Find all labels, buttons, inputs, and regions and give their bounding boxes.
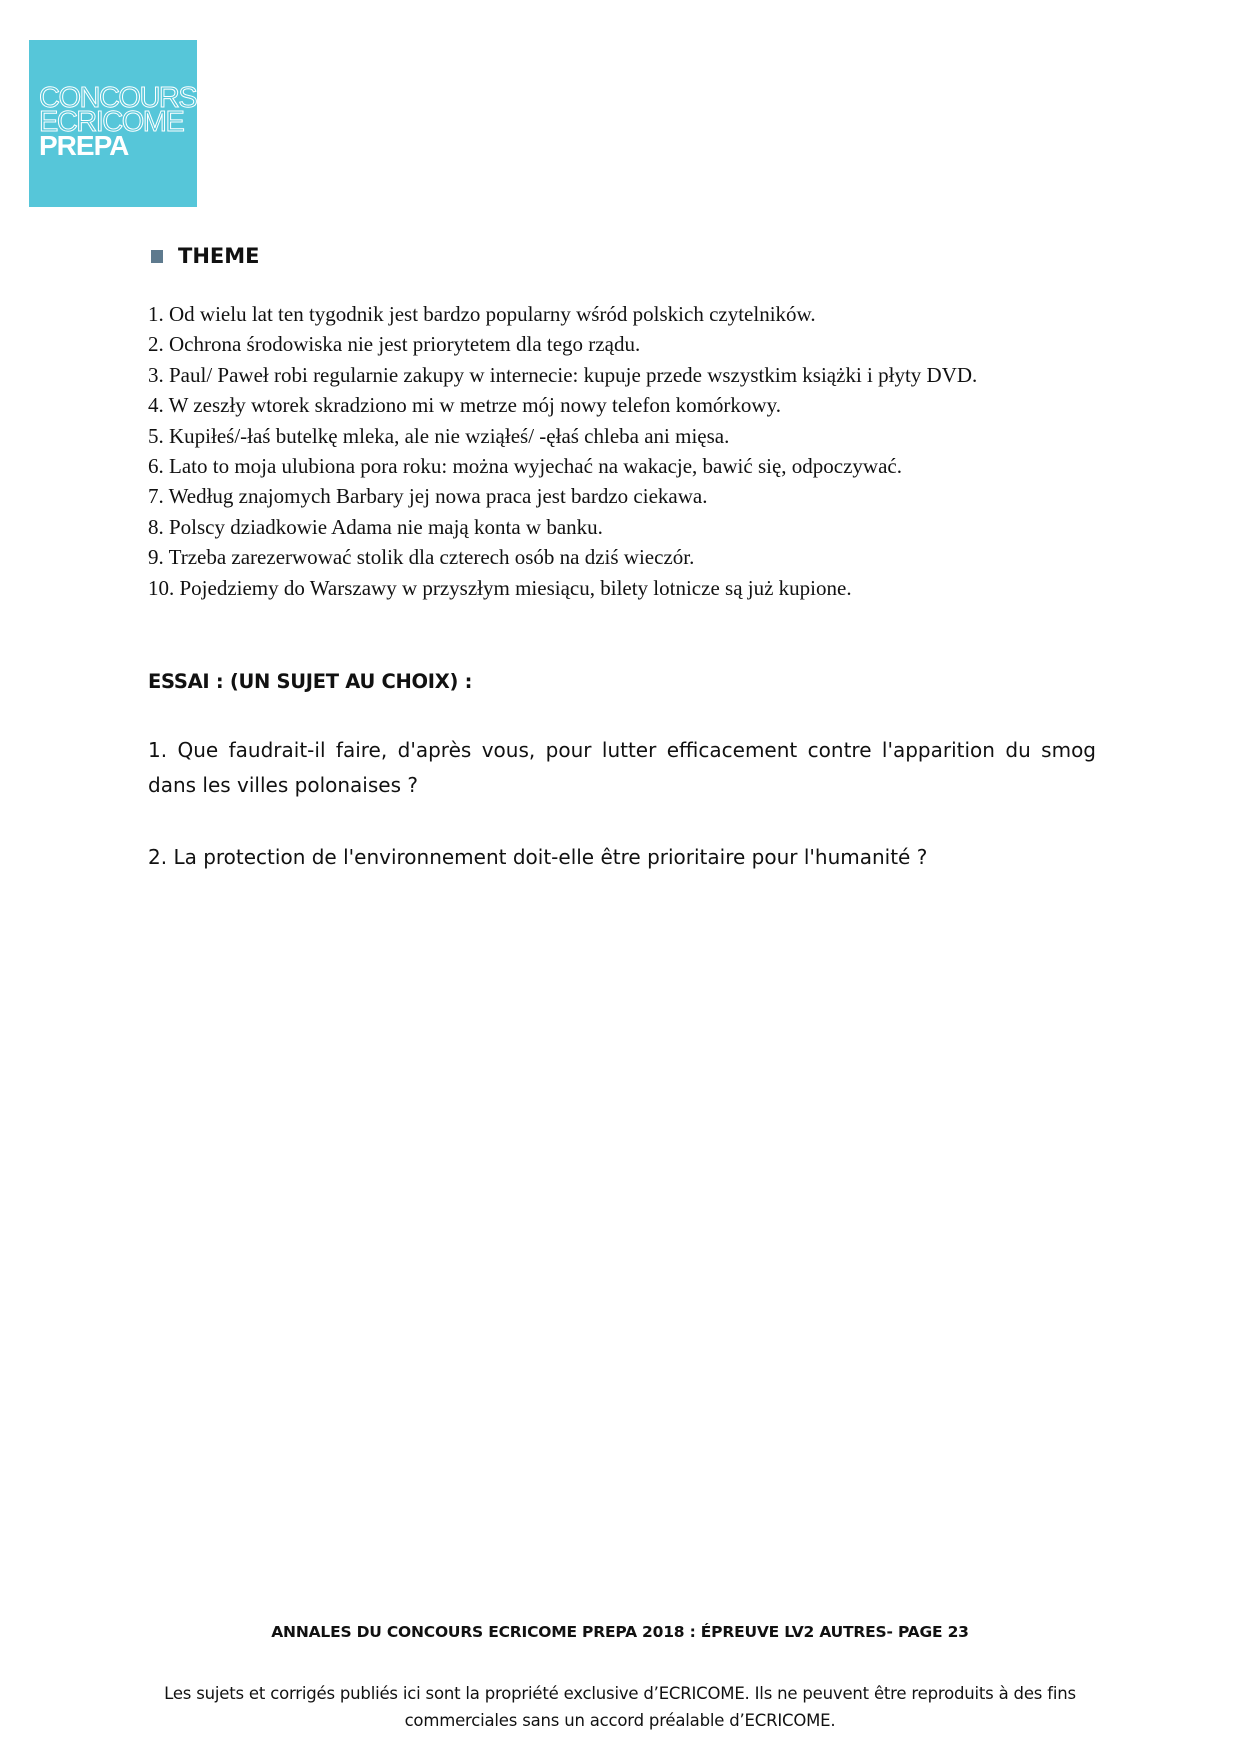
list-item: 10. Pojedziemy do Warszawy w przyszłym miesiącu, bilety lotnicze są już kupione.: [148, 575, 852, 600]
footer-title: ANNALES DU CONCOURS ECRICOME PREPA 2018 : ÉPREUVE LV2 AUTRES- PAGE 23: [271, 1623, 969, 1641]
footer-copyright-note: Les sujets et corrigés publiés ici sont la propriété exclusive d’ECRICOME. Ils ne peuvent être reproduits à des fins commerciales sans un accord préalable d’ECRICOME.: [164, 1684, 1076, 1730]
square-bullet-icon: [151, 250, 163, 263]
list-item: 7. Według znajomych Barbary jej nowa praca jest bardzo ciekawa.: [148, 484, 708, 509]
list-item: 1. Od wielu lat ten tygodnik jest bardzo popularny wśród polskich czytelników.: [148, 302, 816, 326]
list-item: 4. W zeszły wtorek skradziono mi w metrze mój nowy telefon komórkowy.: [148, 393, 781, 418]
essay-heading: ESSAI : (UN SUJET AU CHOIX) :: [148, 670, 473, 693]
theme-sentence-list: [148, 299, 977, 603]
theme-heading-text: THEME: [178, 244, 260, 268]
essay-subject-2: 2. La protection de l'environnement doit-elle être prioritaire pour l'humanité ?: [148, 845, 928, 869]
essay-subject-1: 1. Que faudrait-il faire, d'après vous, pour lutter efficacement contre l'apparition du smog dans les villes polonaises ?: [148, 738, 1096, 797]
ecricome-logo: [29, 40, 197, 207]
list-item: 5. Kupiłeś/-łaś butelkę mleka, ale nie wziąłeś/ -ęłaś chleba ani mięsa.: [148, 423, 730, 448]
logo-line-concours: CONCOURS: [39, 82, 197, 114]
theme-heading: [151, 244, 260, 268]
logo-line-prepa: PREPA: [39, 130, 129, 161]
list-item: 2. Ochrona środowiska nie jest priorytetem dla tego rządu.: [148, 332, 641, 357]
list-item: 6. Lato to moja ulubiona pora roku: można wyjechać na wakacje, bawić się, odpoczywać.: [148, 454, 902, 479]
list-item: 9. Trzeba zarezerwować stolik dla czterech osób na dziś wieczór.: [148, 545, 695, 570]
logo-line-ecricome: ECRICOME: [39, 106, 184, 138]
list-item: 3. Paul/ Paweł robi regularnie zakupy w internecie: kupuje przede wszystkim książki i płyty DVD.: [148, 362, 978, 387]
list-item: 8. Polscy dziadkowie Adama nie mają konta w banku.: [148, 514, 603, 539]
